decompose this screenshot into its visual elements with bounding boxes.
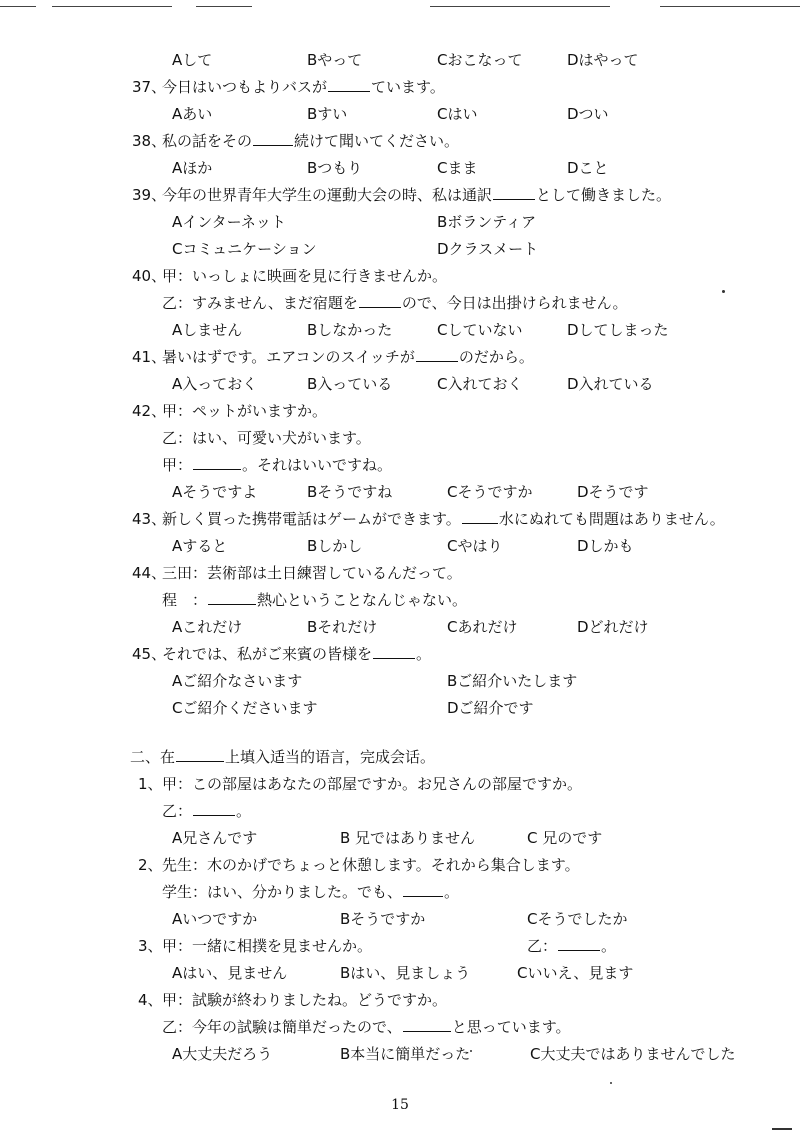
option-b: Bはい、見ましょう: [340, 964, 471, 982]
dialogue-4: [0, 987, 800, 1013]
question-39: [0, 182, 800, 208]
option-c: Cあれだけ: [447, 618, 518, 636]
option-c: Cそうですか: [447, 483, 533, 501]
question-number: 1、: [138, 775, 163, 793]
option-d: Dこと: [567, 159, 609, 177]
option-b: Bしかし: [307, 537, 363, 555]
answer-blank: [193, 452, 241, 470]
question-45: [0, 641, 800, 667]
option-b: Bつもり: [307, 159, 363, 177]
option-d: Dクラスメート: [437, 240, 539, 258]
dialogue-line: 程 ： 熱心ということなんじゃない。: [162, 587, 467, 613]
option-b: Bボランティア: [437, 213, 537, 231]
section-2-heading: [0, 744, 800, 770]
option-c: Cまま: [437, 159, 478, 177]
question-43-options: [0, 533, 800, 559]
option-a: Aあい: [172, 105, 213, 123]
question-number: 37、: [132, 78, 167, 96]
option-b: B 兄ではありません: [340, 829, 476, 847]
option-d: Dどれだけ: [577, 618, 649, 636]
question-40-line2: [0, 290, 800, 316]
option-c: Cおこなって: [437, 51, 523, 69]
question-37-options: [0, 101, 800, 127]
question-text: 今年の世界青年大学生の運動大会の時、私は通訳 として働きました。: [162, 182, 671, 208]
option-a: Aインターネット: [172, 213, 286, 231]
dialogue-2: [0, 852, 800, 878]
dialogue-line: 乙：今年の試験は簡単だったので、 と思っています。: [162, 1014, 571, 1040]
question-number: 45、: [132, 645, 167, 663]
question-39-options-cd: [0, 236, 800, 262]
dialogue-4-line2: [0, 1014, 800, 1040]
scan-speck: [722, 290, 725, 293]
scan-edge-line: [0, 6, 36, 7]
question-42: [0, 398, 800, 424]
option-d: Dはやって: [567, 51, 639, 69]
option-b: Bしなかった: [307, 321, 393, 339]
question-text: 暑いはずです。エアコンのスイッチが のだから。: [162, 344, 534, 370]
question-number: 40、: [132, 267, 167, 285]
question-number: 4、: [138, 991, 163, 1009]
dialogue-line: 乙：はい、可愛い犬がいます。: [162, 429, 371, 447]
question-41-options: [0, 371, 800, 397]
answer-blank: [403, 879, 443, 897]
option-b: Bそれだけ: [307, 618, 378, 636]
option-b: Bすい: [307, 105, 348, 123]
option-c: Cそうでしたか: [527, 910, 628, 928]
option-a: Aこれだけ: [172, 618, 243, 636]
option-a: A入っておく: [172, 375, 258, 393]
question-text: 今日はいつもよりバスが ています。: [162, 74, 445, 100]
question-number: 42、: [132, 402, 167, 420]
option-d: Dしかも: [577, 537, 634, 555]
question-40-options: [0, 317, 800, 343]
question-42-line3: [0, 452, 800, 478]
scan-edge-line: [430, 6, 610, 7]
option-a: Aご紹介なさいます: [172, 672, 303, 690]
dialogue-2-line2: [0, 879, 800, 905]
question-42-options: [0, 479, 800, 505]
scan-speck: [772, 1128, 792, 1130]
option-a: Aはい、見ません: [172, 964, 288, 982]
dialogue-line: 先生：木のかげでちょっと休憩します。それから集合します。: [162, 856, 580, 874]
question-38-options: [0, 155, 800, 181]
dialogue-line: 乙： 。: [162, 798, 251, 824]
dialogue-1: [0, 771, 800, 797]
question-41: [0, 344, 800, 370]
dialogue-line: 甲：いっしょに映画を見に行きませんか。: [162, 267, 448, 285]
option-c: Cいいえ、見ます: [517, 964, 634, 982]
option-a: Aほか: [172, 159, 213, 177]
question-43: [0, 506, 800, 532]
answer-blank: [403, 1014, 451, 1032]
question-36-options: [0, 47, 800, 73]
option-c: Cコミュニケーション: [172, 240, 317, 258]
scan-edge-line: [196, 6, 252, 7]
option-a: Aして: [172, 51, 213, 69]
answer-blank: [416, 344, 458, 362]
answer-blank: [328, 74, 370, 92]
option-d: D入れている: [567, 375, 654, 393]
scan-edge-line: [660, 6, 800, 7]
option-b: Bやって: [307, 51, 363, 69]
option-c: C入れておく: [437, 375, 523, 393]
option-c: C 兄のです: [527, 829, 603, 847]
scan-speck: [610, 1082, 612, 1084]
dialogue-2-options: [0, 906, 800, 932]
answer-blank: [359, 290, 401, 308]
page-number: 15: [391, 1097, 409, 1113]
answer-blank: [493, 182, 535, 200]
answer-blank: [558, 933, 600, 951]
option-b: B入っている: [307, 375, 393, 393]
dialogue-line: 乙： 。: [527, 933, 616, 959]
dialogue-3-options: [0, 960, 800, 986]
answer-blank: [193, 798, 235, 816]
option-d: Dご紹介です: [447, 699, 534, 717]
option-b: Bそうですか: [340, 910, 426, 928]
question-45-options-cd: [0, 695, 800, 721]
dialogue-line: 甲：ペットがいますか。: [162, 402, 328, 420]
answer-blank: [373, 641, 415, 659]
option-d: Dしてしまった: [567, 321, 669, 339]
dialogue-3: [0, 933, 800, 959]
question-44: [0, 560, 800, 586]
question-number: 2、: [138, 856, 163, 874]
question-44-line2: [0, 587, 800, 613]
question-45-options-ab: [0, 668, 800, 694]
dialogue-line: 甲：一緒に相撲を見ませんか。: [162, 937, 373, 955]
dialogue-line: 乙：すみません、まだ宿題を ので、今日は出掛けられません。: [162, 290, 628, 316]
option-b: B本当に簡単だった: [340, 1045, 471, 1063]
question-number: 39、: [132, 186, 167, 204]
question-text: 私の話をその 続けて聞いてください。: [162, 128, 459, 154]
option-c: C大丈夫ではありませんでした: [530, 1045, 736, 1063]
question-number: 43、: [132, 510, 167, 528]
option-c: Cご紹介くださいます: [172, 699, 318, 717]
option-a: A兄さんです: [172, 829, 258, 847]
scan-speck: [470, 1050, 472, 1052]
dialogue-line: 三田：芸術部は土日練習しているんだって。: [162, 564, 462, 582]
question-38: [0, 128, 800, 154]
question-39-options-ab: [0, 209, 800, 235]
dialogue-line: 学生：はい、分かりました。でも、 。: [162, 879, 459, 905]
option-d: Dつい: [567, 105, 609, 123]
option-a: Aそうですよ: [172, 483, 258, 501]
question-42-line2: [0, 425, 800, 451]
question-text: それでは、私がご来賓の皆様を 。: [162, 641, 431, 667]
answer-blank: [253, 128, 293, 146]
dialogue-1-options: [0, 825, 800, 851]
dialogue-1-line2: [0, 798, 800, 824]
scan-edge-line: [52, 6, 172, 7]
question-number: 44、: [132, 564, 167, 582]
dialogue-line: 甲：この部屋はあなたの部屋ですか。お兄さんの部屋ですか。: [162, 775, 583, 793]
answer-blank: [208, 587, 256, 605]
section-title: 二、在 上填入适当的语言，完成会话。: [130, 744, 435, 770]
option-b: Bご紹介いたします: [447, 672, 578, 690]
answer-blank: [462, 506, 498, 524]
dialogue-line: 甲：試験が終わりましたね。どうですか。: [162, 991, 448, 1009]
question-40: [0, 263, 800, 289]
option-c: Cやはり: [447, 537, 503, 555]
option-b: Bそうですね: [307, 483, 393, 501]
option-a: Aすると: [172, 537, 228, 555]
dialogue-4-options: [0, 1041, 800, 1067]
option-a: A大丈夫だろう: [172, 1045, 273, 1063]
dialogue-line: 甲： 。それはいいですね。: [162, 452, 392, 478]
question-number: 3、: [138, 937, 163, 955]
question-number: 41、: [132, 348, 167, 366]
option-d: Dそうです: [577, 483, 649, 501]
answer-blank: [176, 744, 224, 762]
option-a: Aいつですか: [172, 910, 258, 928]
option-a: Aしません: [172, 321, 243, 339]
question-text: 新しく買った携帯電話はゲームができます。 水にぬれても問題はありません。: [162, 506, 725, 532]
option-c: Cはい: [437, 105, 478, 123]
question-number: 38、: [132, 132, 167, 150]
question-44-options: [0, 614, 800, 640]
option-c: Cしていない: [437, 321, 523, 339]
question-37: [0, 74, 800, 100]
